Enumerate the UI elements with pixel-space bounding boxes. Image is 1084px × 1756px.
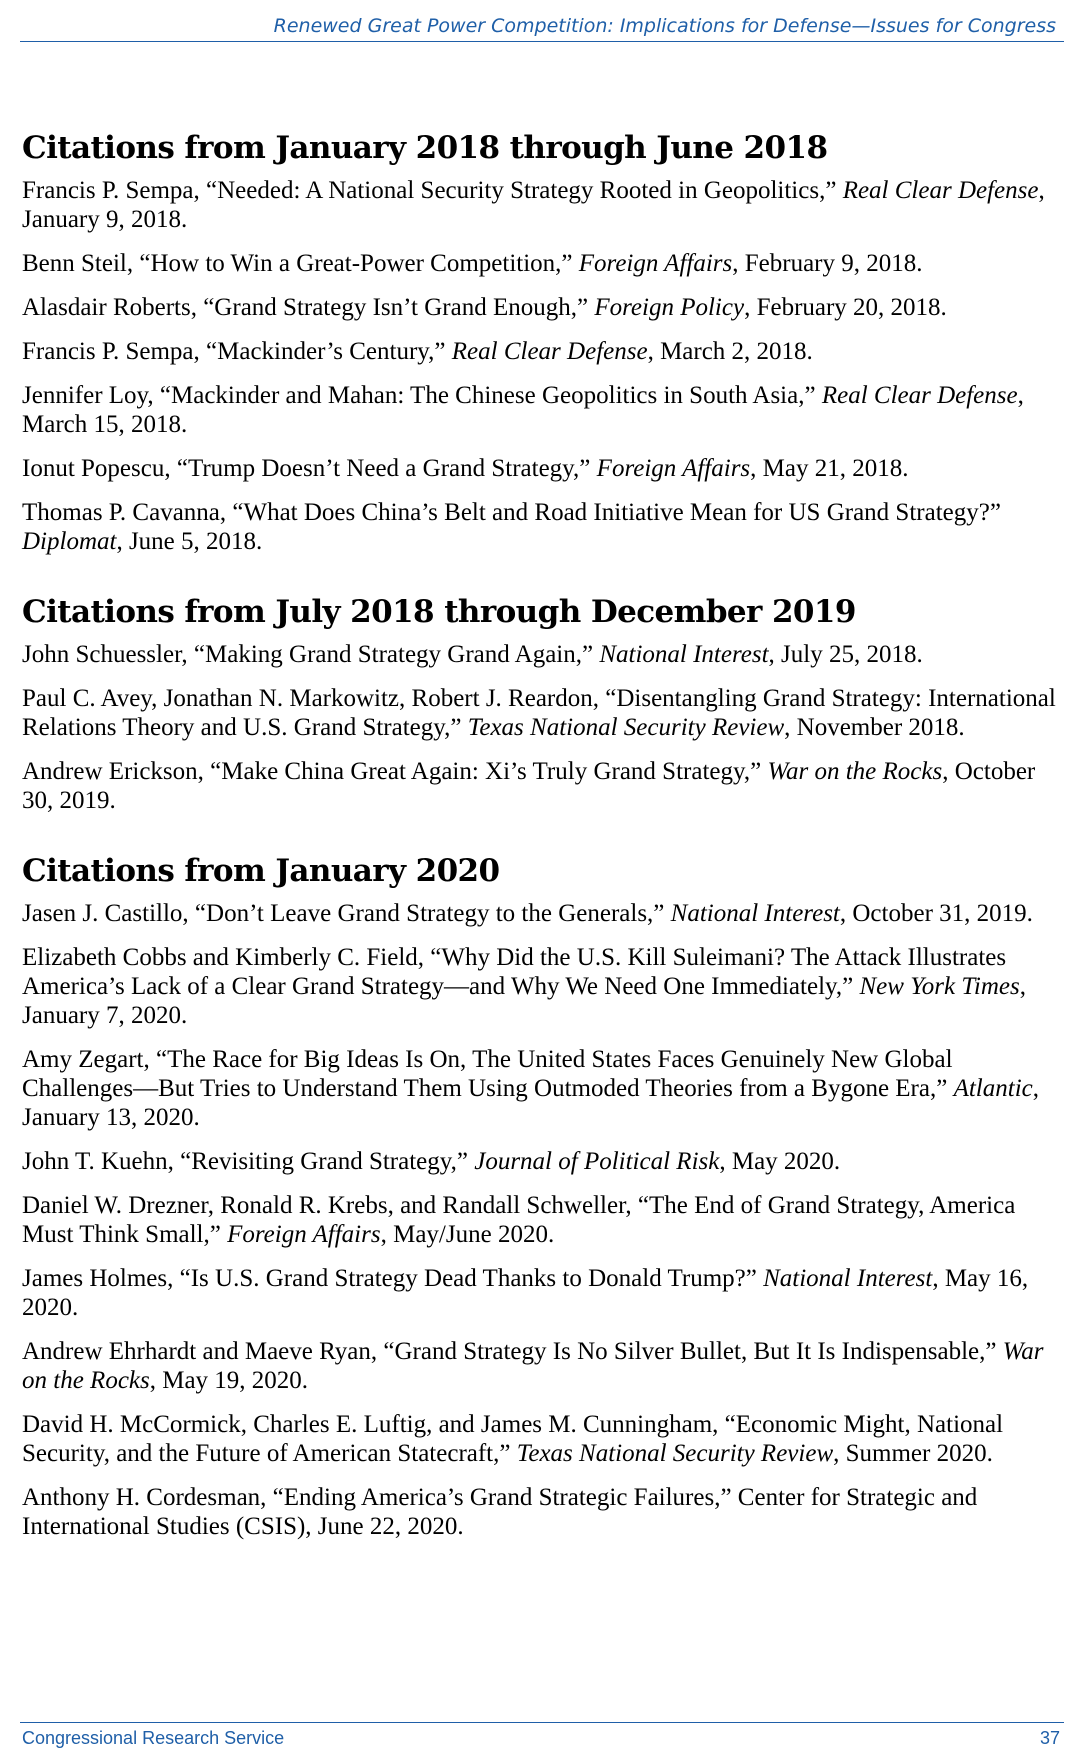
citation-publication: Foreign Affairs (227, 1221, 381, 1248)
citation-publication: Atlantic (953, 1075, 1033, 1102)
citation-text: James Holmes, “Is U.S. Grand Strategy Dead Thanks to Donald Trump?” (22, 1265, 764, 1292)
running-footer (20, 1722, 1064, 1752)
citation-date: , May 2020. (719, 1148, 841, 1175)
citation-date: , Summer 2020. (833, 1440, 993, 1467)
citation-entry (22, 381, 1062, 439)
citation-text: Benn Steil, “How to Win a Great-Power Competition,” (22, 250, 579, 277)
citation-text: Daniel W. Drezner, Ronald R. Krebs, and Randall Schweller, “The End of Grand Strategy, America Must Think Small,” (22, 1192, 1016, 1248)
citation-publication: National Interest (670, 900, 840, 927)
citation-text: John T. Kuehn, “Revisiting Grand Strategy,” (22, 1148, 475, 1175)
citation-entry (22, 454, 1062, 483)
citation-date: , May 19, 2020. (149, 1367, 309, 1394)
section-heading: Citations from January 2020 (22, 853, 500, 889)
citation-text: Francis P. Sempa, “Mackinder’s Century,” (22, 338, 452, 365)
citation-entry (22, 337, 1062, 366)
citation-entry (22, 1191, 1062, 1249)
page-number: 37 (1039, 1728, 1060, 1748)
citation-publication: Texas National Security Review (467, 714, 785, 741)
citation-publication: Real Clear Defense (842, 177, 1039, 204)
citation-date: , July 25, 2018. (768, 641, 923, 668)
citation-date: , October 30, 2019. (22, 758, 1036, 814)
citation-text: Francis P. Sempa, “Needed: A National Security Strategy Rooted in Geopolitics,” (22, 177, 843, 204)
citation-date: , February 9, 2018. (732, 250, 923, 277)
citation-date: , January 13, 2020. (22, 1075, 1039, 1131)
citation-entry (22, 1483, 1062, 1541)
citation-publication: War on the Rocks (22, 1338, 1044, 1394)
citation-publication: National Interest (763, 1265, 933, 1292)
citation-entry (22, 1147, 1062, 1176)
citation-text: Amy Zegart, “The Race for Big Ideas Is On, The United States Faces Genuinely New Global Challenges—But Tries to Understand Them Using Outmoded Theories from a Bygone Era,” (22, 1046, 954, 1102)
running-header-title: Renewed Great Power Competition: Implications for Defense—Issues for Congress (273, 15, 1056, 37)
section-heading: Citations from July 2018 through December 2019 (22, 594, 856, 630)
citation-section (22, 851, 1062, 1541)
citation-text: John Schuessler, “Making Grand Strategy Grand Again,” (22, 641, 600, 668)
citation-entry (22, 293, 1062, 322)
citation-text: Elizabeth Cobbs and Kimberly C. Field, “Why Did the U.S. Kill Suleimani? The Attack Illustrates America’s Lack of a Clear Grand Strategy—and Why We Need One Immediately,” (22, 944, 1007, 1000)
citation-entry (22, 1410, 1062, 1468)
running-header (20, 14, 1064, 42)
citation-publication: Foreign Affairs (596, 455, 751, 482)
citation-date: , May/June 2020. (380, 1221, 555, 1248)
citation-text: Jasen J. Castillo, “Don’t Leave Grand Strategy to the Generals,” (22, 900, 671, 927)
citation-publication: New York Times (859, 973, 1020, 1000)
citation-date: , January 9, 2018. (22, 177, 1045, 233)
citation-entry (22, 1045, 1062, 1132)
citation-publication: National Interest (599, 641, 769, 668)
citation-date: , March 15, 2018. (22, 382, 1024, 438)
citation-publication: Foreign Affairs (578, 250, 733, 277)
citation-entry (22, 1264, 1062, 1322)
citation-date: , November 2018. (784, 714, 965, 741)
citation-section (22, 128, 1062, 556)
citation-text: Andrew Erickson, “Make China Great Again: Xi’s Truly Grand Strategy,” (22, 758, 768, 785)
citations-body (22, 128, 1062, 1577)
citation-date: , March 2, 2018. (647, 338, 813, 365)
section-heading: Citations from January 2018 through June 2018 (22, 130, 828, 166)
citation-date: , January 7, 2020. (22, 973, 1026, 1029)
citation-entry (22, 176, 1062, 234)
citation-publication: Real Clear Defense (821, 382, 1018, 409)
citation-text: Ionut Popescu, “Trump Doesn’t Need a Grand Strategy,” (22, 455, 597, 482)
citation-publication: Journal of Political Risk (474, 1148, 720, 1175)
citation-text: Alasdair Roberts, “Grand Strategy Isn’t Grand Enough,” (22, 294, 595, 321)
citation-text: Anthony H. Cordesman, “Ending America’s Grand Strategic Failures,” Center for Strategic and International Studies (CSIS), June 22, 2020. (22, 1484, 978, 1540)
citation-date: , May 16, 2020. (22, 1265, 1029, 1321)
citation-entry (22, 249, 1062, 278)
citation-entry (22, 899, 1062, 928)
citation-publication: Diplomat (22, 528, 117, 555)
footer-organization: Congressional Research Service (22, 1728, 285, 1748)
citation-entry (22, 640, 1062, 669)
citation-date: , May 21, 2018. (750, 455, 909, 482)
citation-text: David H. McCormick, Charles E. Luftig, and James M. Cunningham, “Economic Might, National Security, and the Future of American Statecraft,” (22, 1411, 1004, 1467)
citation-text: Andrew Ehrhardt and Maeve Ryan, “Grand Strategy Is No Silver Bullet, But It Is Indispensable,” (22, 1338, 1003, 1365)
citation-text: Paul C. Avey, Jonathan N. Markowitz, Robert J. Reardon, “Disentangling Grand Strategy: International Relations Theory and U.S. Grand Strategy,” (22, 685, 1056, 741)
citation-date: , February 20, 2018. (744, 294, 947, 321)
citation-publication: Texas National Security Review (516, 1440, 834, 1467)
citation-publication: War on the Rocks (767, 758, 943, 785)
citation-date: , June 5, 2018. (116, 528, 263, 555)
citation-entry (22, 684, 1062, 742)
citation-section (22, 592, 1062, 815)
citation-entry (22, 1337, 1062, 1395)
citation-text: Jennifer Loy, “Mackinder and Mahan: The Chinese Geopolitics in South Asia,” (22, 382, 822, 409)
citation-date: , October 31, 2019. (839, 900, 1033, 927)
citation-publication: Real Clear Defense (451, 338, 648, 365)
citation-entry (22, 498, 1062, 556)
citation-entry (22, 943, 1062, 1030)
citation-text: Thomas P. Cavanna, “What Does China’s Belt and Road Initiative Mean for US Grand Strategy?” (22, 499, 1001, 526)
citation-entry (22, 757, 1062, 815)
citation-publication: Foreign Policy (594, 294, 745, 321)
